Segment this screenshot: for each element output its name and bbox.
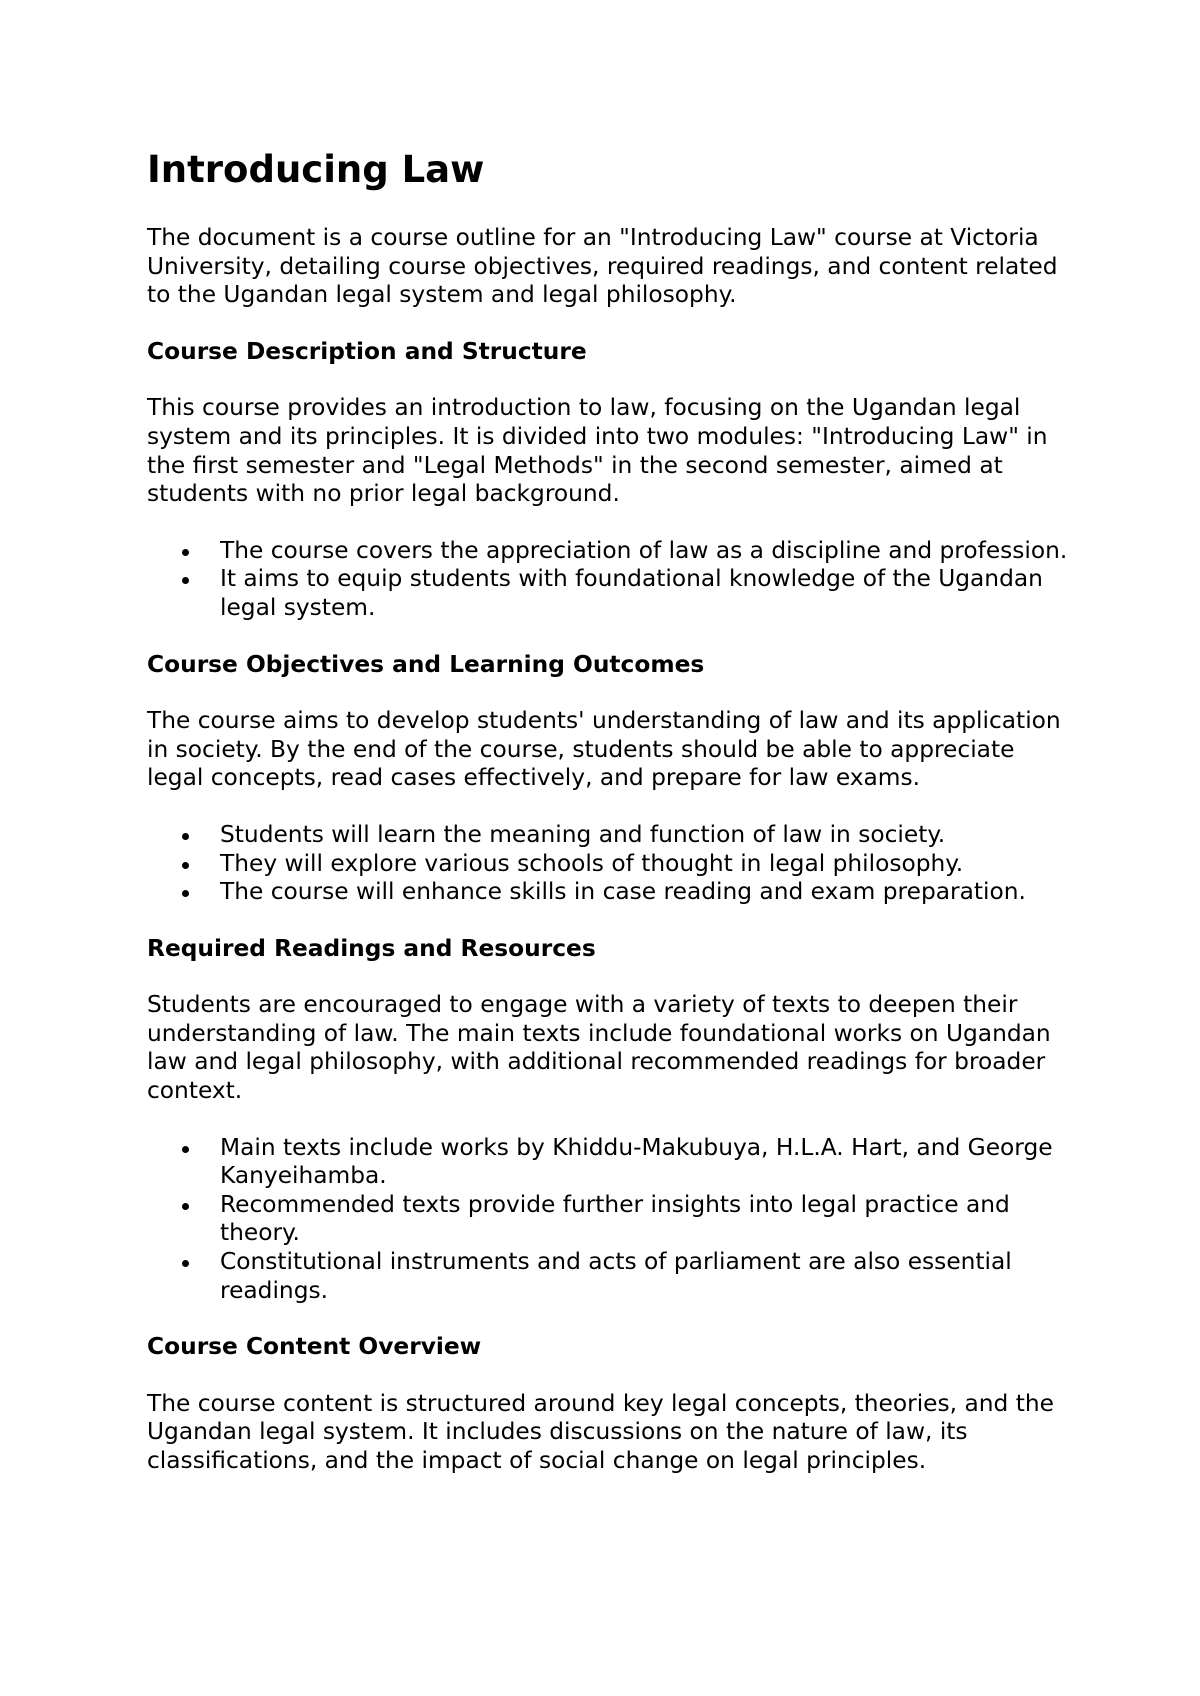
section-paragraph-description: This course provides an introduction to law, focusing on the Ugandan legal system and its principles. It is divided into two modules: "Introducing Law" in the first semester and "Legal Methods" in the second semester, aimed at students with no prior legal background.	[147, 394, 1048, 508]
bullet-list-objectives	[147, 821, 1077, 907]
list-item-text: Constitutional instruments and acts of parliament are also essential readings.	[220, 1248, 1012, 1304]
section-heading-readings: Required Readings and Resources	[147, 934, 596, 962]
bullet-icon	[182, 1146, 189, 1153]
bullet-icon	[182, 862, 189, 869]
bullet-icon	[182, 577, 189, 584]
section-heading-description: Course Description and Structure	[147, 337, 587, 365]
list-item-text: Recommended texts provide further insights into legal practice and theory.	[220, 1190, 1010, 1247]
list-item-text: They will explore various schools of thought in legal philosophy.	[220, 849, 964, 877]
section-paragraph-readings: Students are encouraged to engage with a variety of texts to deepen their understanding of law. The main texts include foundational works on Ugandan law and legal philosophy, with additional recommended readings for broader context.	[147, 991, 1051, 1105]
section-paragraph-content: The course content is structured around key legal concepts, theories, and the Ugandan legal system. It includes discussions on the nature of law, its classifications, and the impact of social change on legal principles.	[147, 1389, 1054, 1474]
bullet-icon	[182, 1203, 189, 1210]
section-heading-content: Course Content Overview	[147, 1333, 482, 1361]
list-item-text: Students will learn the meaning and function of law in society.	[220, 820, 946, 848]
bullet-list-description	[147, 537, 1077, 623]
list-item-text: It aims to equip students with foundational knowledge of the Ugandan legal system.	[220, 565, 1043, 621]
bullet-icon	[182, 1260, 189, 1267]
list-item	[147, 878, 1077, 907]
list-item	[147, 850, 1077, 879]
document-page	[147, 146, 1077, 1504]
section-paragraph-objectives: The course aims to develop students' understanding of law and its application in society. By the end of the course, students should be able to appreciate legal concepts, read cases effectively, and prepare for law exams.	[147, 707, 1061, 792]
intro-paragraph: The document is a course outline for an "Introducing Law" course at Victoria University, detailing course objectives, required readings, and content related to the Ugandan legal system and legal philosophy.	[147, 224, 1058, 309]
document-title: Introducing Law	[147, 148, 485, 191]
list-item	[147, 821, 1077, 850]
section-heading-objectives: Course Objectives and Learning Outcomes	[147, 650, 705, 678]
bullet-icon	[182, 549, 189, 556]
bullet-icon	[182, 833, 189, 840]
list-item	[147, 1191, 1077, 1248]
list-item-text: The course covers the appreciation of law as a discipline and profession.	[220, 536, 1068, 564]
bullet-list-readings	[147, 1134, 1077, 1306]
list-item-text: Main texts include works by Khiddu-Makubuya, H.L.A. Hart, and George Kanyeihamba.	[220, 1133, 1053, 1190]
list-item	[147, 537, 1077, 566]
list-item-text: The course will enhance skills in case reading and exam preparation.	[220, 878, 1026, 906]
list-item	[147, 1134, 1077, 1191]
bullet-icon	[182, 890, 189, 897]
list-item	[147, 1248, 1077, 1305]
list-item	[147, 565, 1077, 622]
